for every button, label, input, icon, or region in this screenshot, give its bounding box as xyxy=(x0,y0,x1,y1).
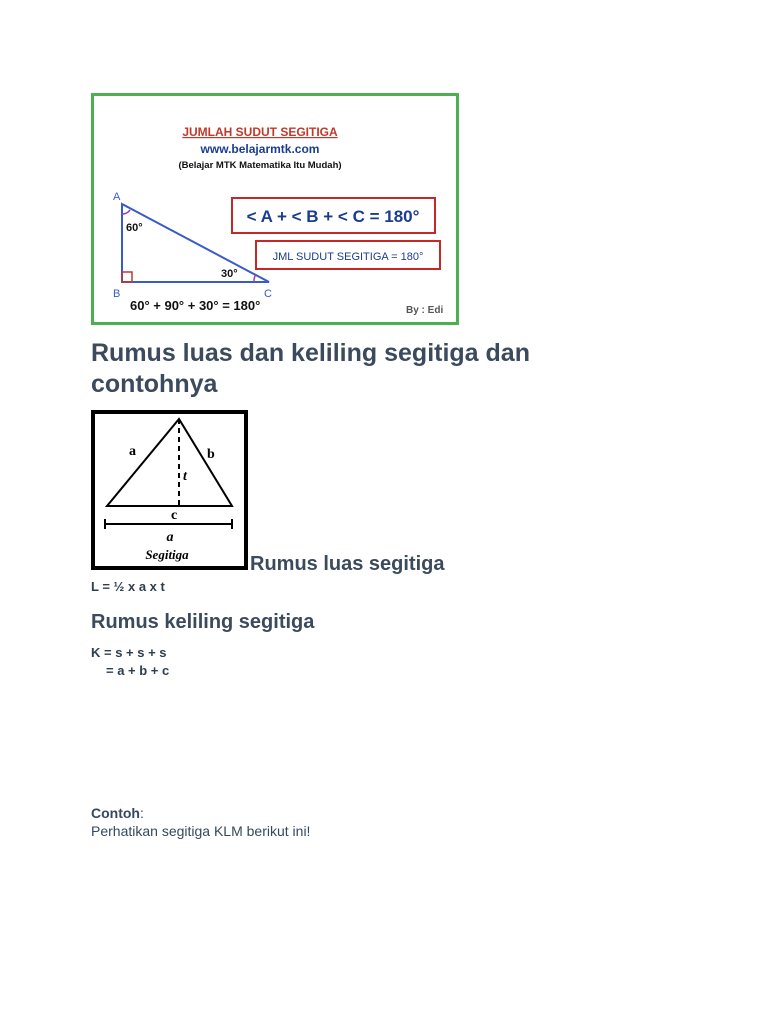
sum-formula: JML SUDUT SEGITIGA = 180° xyxy=(272,251,424,263)
angle-sum-diagram xyxy=(94,96,456,322)
area-heading: Rumus luas segitiga xyxy=(250,553,445,575)
angle-equation: 60° + 90° + 30° = 180° xyxy=(130,298,261,313)
angle-c-value: 30° xyxy=(221,268,238,280)
angle-a-value: 60° xyxy=(126,222,143,234)
perimeter-heading: Rumus keliling segitiga xyxy=(91,611,315,633)
example-label-text: Contoh xyxy=(91,805,140,821)
side-a-label: a xyxy=(129,444,136,459)
triangle-diagram xyxy=(95,414,244,566)
vertex-b-label: B xyxy=(113,288,121,300)
perimeter-formula-line2: = a + b + c xyxy=(106,663,170,678)
height-label: t xyxy=(183,469,187,484)
perimeter-formula-line1: K = s + s + s xyxy=(91,645,167,660)
side-c-label: c xyxy=(171,508,178,523)
article-title: Rumus luas dan keliling segitiga dan contohnya xyxy=(91,339,530,398)
figure-website: www.belajarmtk.com xyxy=(200,142,320,156)
example-text: Perhatikan segitiga KLM berikut ini! xyxy=(91,823,311,839)
figure-tagline: (Belajar MTK Matematika Itu Mudah) xyxy=(178,160,342,171)
figure-heading: JUMLAH SUDUT SEGITIGA xyxy=(182,125,338,139)
angle-a-arc xyxy=(122,210,130,214)
example-label xyxy=(91,805,144,821)
triangle-figure xyxy=(91,410,248,570)
base-label: a xyxy=(166,530,174,545)
angle-formula: < A + < B + < C = 180° xyxy=(246,207,420,226)
triangle-shape xyxy=(107,419,232,506)
area-formula: L = ½ x a x t xyxy=(91,579,165,594)
author-credit: By : Edi xyxy=(406,305,444,316)
angle-sum-figure xyxy=(91,93,459,325)
vertex-c-label: C xyxy=(264,288,272,300)
figure-caption: Segitiga xyxy=(145,547,189,562)
side-b-label: b xyxy=(207,447,215,462)
example-label-colon: : xyxy=(139,805,144,821)
vertex-a-label: A xyxy=(113,191,121,203)
right-angle-marker xyxy=(122,272,132,282)
